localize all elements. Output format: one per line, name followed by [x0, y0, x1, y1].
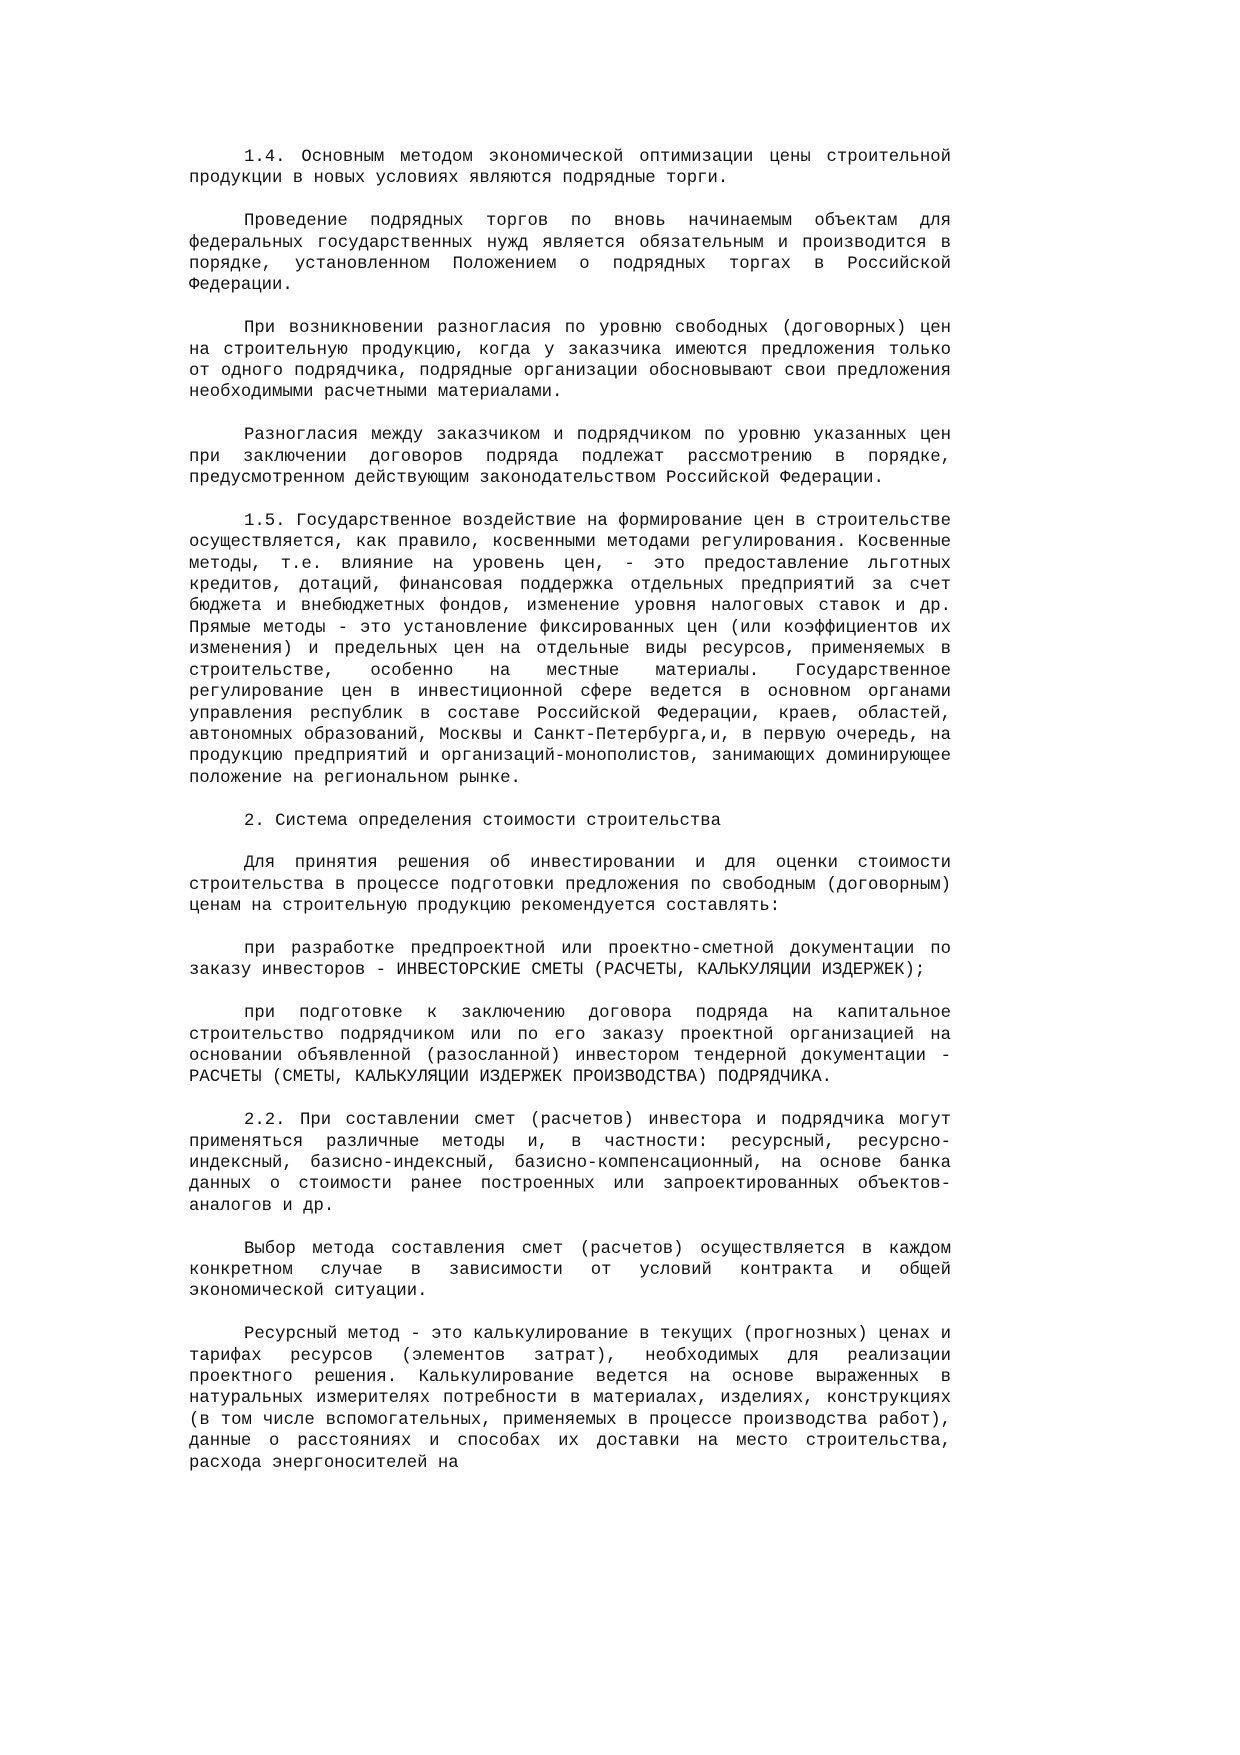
paragraph-method-choice: Выбор метода составления смет (расчетов) осуществляется в каждом конкретном случае в зависимости от условий контракта и общей экономической ситуации. [189, 1239, 951, 1302]
paragraph-resource-method: Ресурсный метод - это калькулирование в текущих (прогнозных) ценах и тарифах ресурсов (элементов затрат), необходимых для реализации проектного решения. Калькулирование ведется на основе выраженных в натуральных измерителях потребности в материалах, изделиях, конструкциях (в том числе вспомогательных, применяемых в процессе производства работ), данные о расстояниях и способах их доставки на место строительства, расхода энергоносителей на [189, 1325, 951, 1473]
paragraph-contractor-estimates: при подготовке к заключению договора подряда на капитальное строительство подрядчиком или по его заказу проектной организацией на основании объявленной (разосланной) инвестором тендерной документации - РАСЧЕТЫ (СМЕТЫ, КАЛЬКУЛЯЦИИ ИЗДЕРЖЕК ПРОИЗВОДСТВА) ПОДРЯДЧИКА. [189, 1004, 951, 1088]
paragraph-contract-tenders: Проведение подрядных торгов по вновь начинаемым объектам для федеральных государственных нужд является обязательным и производится в порядке, установленном Положением о подрядных торгах в Российской Федерации. [189, 212, 951, 296]
paragraph-disagreement-resolution: Разногласия между заказчиком и подрядчиком по уровню указанных цен при заключении договоров подряда подлежат рассмотрению в порядке, предусмотренном действующим законодательством Российской Федерации. [189, 426, 951, 489]
paragraph-1-5: 1.5. Государственное воздействие на формирование цен в строительстве осуществляется, как правило, косвенными методами регулирования. Косвенные методы, т.е. влияние на уровень цен, - это предоставление льготных кредитов, дотаций, финансовая поддержка отдельных предприятий за счет бюджета и внебюджетных фондов, изменение уровня налоговых ставок и др. Прямые методы - это установление фиксированных цен (или коэффициентов их изменения) и предельных цен на отдельные виды ресурсов, применяемых в строительстве, особенно на местные материалы. Государственное регулирование цен в инвестиционной сфере ведется в основном органами управления республик в составе Российской Федерации, краев, областей, автономных образований, Москвы и Санкт-Петербурга,и, в первую очередь, на продукцию предприятий и организаций-монополистов, занимающих доминирующее положение на региональном рынке. [189, 511, 951, 788]
paragraph-investor-estimates: при разработке предпроектной или проектно-сметной документации по заказу инвесторов - ИНВЕСТОРСКИЕ СМЕТЫ (РАСЧЕТЫ, КАЛЬКУЛЯЦИИ ИЗДЕРЖЕК); [189, 939, 951, 981]
document-page [189, 147, 951, 1495]
paragraph-1-4: 1.4. Основным методом экономической оптимизации цены строительной продукции в новых условиях являются подрядные торги. [189, 148, 951, 189]
paragraph-price-disagreement: При возникновении разногласия по уровню свободных (договорных) цен на строительную продукцию, когда у заказчика имеются предложения только от одного подрядчика, подрядные организации обосновывают свои предложения необходимыми расчетными материалами. [189, 319, 951, 403]
paragraph-estimates-intro: Для принятия решения об инвестировании и для оценки стоимости строительства в процессе подготовки предложения по свободным (договорным) ценам на строительную продукцию рекомендуется составлять: [189, 854, 951, 917]
paragraph-2-2: 2.2. При составлении смет (расчетов) инвестора и подрядчика могут применяться различные методы и, в частности: ресурсный, ресурсно-индексный, базисно-индексный, базисно-компенсационный, на основе банка данных о стоимости ранее построенных или запроектированных объектов-аналогов и др. [189, 1111, 951, 1216]
section-heading: 2. Система определения стоимости строительства [244, 811, 722, 831]
